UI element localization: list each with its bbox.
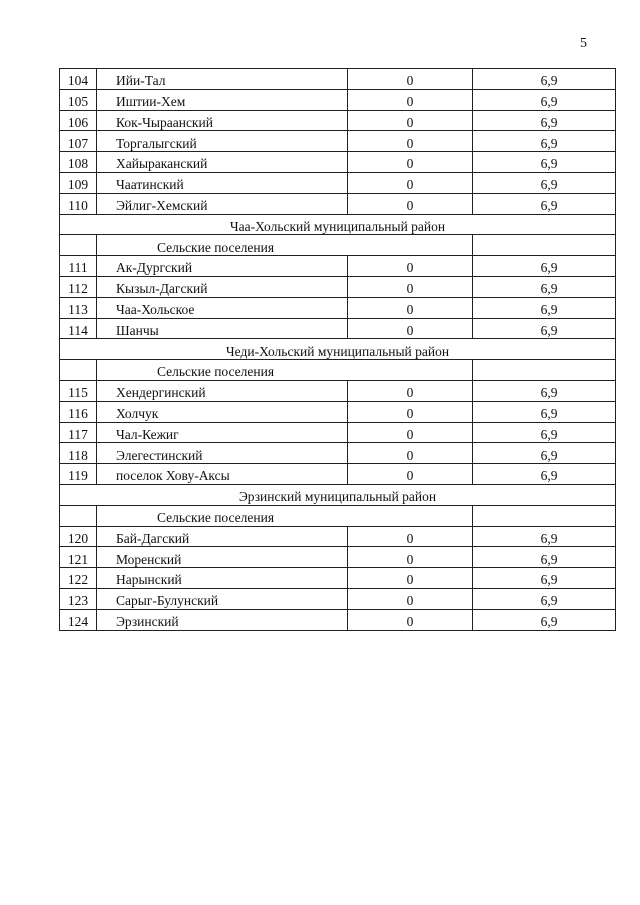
settlement-name-cell: Хайыраканский: [97, 152, 348, 173]
subsection-row: [60, 360, 616, 381]
row-number-cell: 121: [60, 547, 97, 568]
rate-value-cell: 6,9: [473, 380, 616, 401]
settlement-name-cell: Эрзинский: [97, 609, 348, 630]
table-row: [60, 464, 616, 485]
settlement-name-cell: Иштии-Хем: [97, 89, 348, 110]
zero-value-cell: 0: [348, 276, 473, 297]
row-number-cell: 111: [60, 256, 97, 277]
zero-value-cell: 0: [348, 193, 473, 214]
row-number-cell: 115: [60, 380, 97, 401]
table-row: [60, 422, 616, 443]
district-header-row: [60, 339, 616, 360]
zero-value-cell: 0: [348, 89, 473, 110]
settlement-name-cell: Ак-Дургский: [97, 256, 348, 277]
zero-value-cell: 0: [348, 172, 473, 193]
rate-value-cell: 6,9: [473, 609, 616, 630]
settlement-name-cell: Элегестинский: [97, 443, 348, 464]
rate-value-cell: 6,9: [473, 568, 616, 589]
rate-value-cell: 6,9: [473, 401, 616, 422]
subsection-row: [60, 505, 616, 526]
page-number: 5: [580, 36, 587, 51]
subsection-title: Сельские поселения: [97, 235, 473, 256]
rate-value-cell: 6,9: [473, 152, 616, 173]
zero-value-cell: 0: [348, 380, 473, 401]
table-row: [60, 89, 616, 110]
row-number-cell: 117: [60, 422, 97, 443]
table-row: [60, 547, 616, 568]
settlement-name-cell: Хендергинский: [97, 380, 348, 401]
table-row: [60, 568, 616, 589]
empty-cell: [473, 235, 616, 256]
table-row: [60, 152, 616, 173]
table-row: [60, 276, 616, 297]
table-row: [60, 401, 616, 422]
rate-value-cell: 6,9: [473, 464, 616, 485]
settlement-name-cell: Чал-Кежиг: [97, 422, 348, 443]
row-number-cell: 104: [60, 69, 97, 90]
district-title: Чеди-Хольский муниципальный район: [60, 339, 616, 360]
table-row: [60, 172, 616, 193]
settlement-name-cell: поселок Хову-Аксы: [97, 464, 348, 485]
rate-value-cell: 6,9: [473, 131, 616, 152]
rate-value-cell: 6,9: [473, 547, 616, 568]
zero-value-cell: 0: [348, 152, 473, 173]
settlement-name-cell: Бай-Дагский: [97, 526, 348, 547]
rate-value-cell: 6,9: [473, 69, 616, 90]
row-number-cell: 106: [60, 110, 97, 131]
rates-table: [59, 68, 616, 631]
settlement-name-cell: Холчук: [97, 401, 348, 422]
zero-value-cell: 0: [348, 318, 473, 339]
zero-value-cell: 0: [348, 526, 473, 547]
district-title: Эрзинский муниципальный район: [60, 484, 616, 505]
settlement-name-cell: Торгалыгский: [97, 131, 348, 152]
settlement-name-cell: Чаатинский: [97, 172, 348, 193]
subsection-title: Сельские поселения: [97, 505, 473, 526]
table-row: [60, 297, 616, 318]
row-number-cell: 105: [60, 89, 97, 110]
rate-value-cell: 6,9: [473, 422, 616, 443]
zero-value-cell: 0: [348, 443, 473, 464]
settlement-name-cell: Чаа-Хольское: [97, 297, 348, 318]
table-row: [60, 131, 616, 152]
subsection-row: [60, 235, 616, 256]
empty-cell: [60, 235, 97, 256]
settlement-name-cell: Сарыг-Булунский: [97, 588, 348, 609]
subsection-title: Сельские поселения: [97, 360, 473, 381]
row-number-cell: 122: [60, 568, 97, 589]
zero-value-cell: 0: [348, 69, 473, 90]
rate-value-cell: 6,9: [473, 276, 616, 297]
zero-value-cell: 0: [348, 256, 473, 277]
table-row: [60, 110, 616, 131]
zero-value-cell: 0: [348, 609, 473, 630]
settlement-name-cell: Нарынский: [97, 568, 348, 589]
district-header-row: [60, 214, 616, 235]
rate-value-cell: 6,9: [473, 318, 616, 339]
row-number-cell: 118: [60, 443, 97, 464]
row-number-cell: 119: [60, 464, 97, 485]
table-row: [60, 193, 616, 214]
rate-value-cell: 6,9: [473, 588, 616, 609]
empty-cell: [473, 505, 616, 526]
table-row: [60, 526, 616, 547]
table-row: [60, 256, 616, 277]
zero-value-cell: 0: [348, 422, 473, 443]
table-row: [60, 318, 616, 339]
rate-value-cell: 6,9: [473, 443, 616, 464]
zero-value-cell: 0: [348, 297, 473, 318]
empty-cell: [473, 360, 616, 381]
district-header-row: [60, 484, 616, 505]
row-number-cell: 112: [60, 276, 97, 297]
rate-value-cell: 6,9: [473, 256, 616, 277]
rate-value-cell: 6,9: [473, 297, 616, 318]
rate-value-cell: 6,9: [473, 110, 616, 131]
rate-value-cell: 6,9: [473, 193, 616, 214]
zero-value-cell: 0: [348, 110, 473, 131]
table-row: [60, 380, 616, 401]
settlement-name-cell: Кок-Чыраанский: [97, 110, 348, 131]
rate-value-cell: 6,9: [473, 172, 616, 193]
empty-cell: [60, 360, 97, 381]
zero-value-cell: 0: [348, 568, 473, 589]
table-row: [60, 609, 616, 630]
table-row: [60, 69, 616, 90]
row-number-cell: 110: [60, 193, 97, 214]
empty-cell: [60, 505, 97, 526]
settlement-name-cell: Шанчы: [97, 318, 348, 339]
row-number-cell: 109: [60, 172, 97, 193]
rate-value-cell: 6,9: [473, 89, 616, 110]
settlement-name-cell: Кызыл-Дагский: [97, 276, 348, 297]
zero-value-cell: 0: [348, 401, 473, 422]
district-title: Чаа-Хольский муниципальный район: [60, 214, 616, 235]
table-body: [60, 69, 616, 631]
row-number-cell: 108: [60, 152, 97, 173]
zero-value-cell: 0: [348, 588, 473, 609]
rate-value-cell: 6,9: [473, 526, 616, 547]
row-number-cell: 107: [60, 131, 97, 152]
zero-value-cell: 0: [348, 547, 473, 568]
row-number-cell: 116: [60, 401, 97, 422]
zero-value-cell: 0: [348, 131, 473, 152]
settlement-name-cell: Эйлиг-Хемский: [97, 193, 348, 214]
row-number-cell: 124: [60, 609, 97, 630]
row-number-cell: 114: [60, 318, 97, 339]
row-number-cell: 123: [60, 588, 97, 609]
settlement-name-cell: Ийи-Тал: [97, 69, 348, 90]
table-row: [60, 588, 616, 609]
table-row: [60, 443, 616, 464]
row-number-cell: 113: [60, 297, 97, 318]
row-number-cell: 120: [60, 526, 97, 547]
zero-value-cell: 0: [348, 464, 473, 485]
settlement-name-cell: Моренский: [97, 547, 348, 568]
